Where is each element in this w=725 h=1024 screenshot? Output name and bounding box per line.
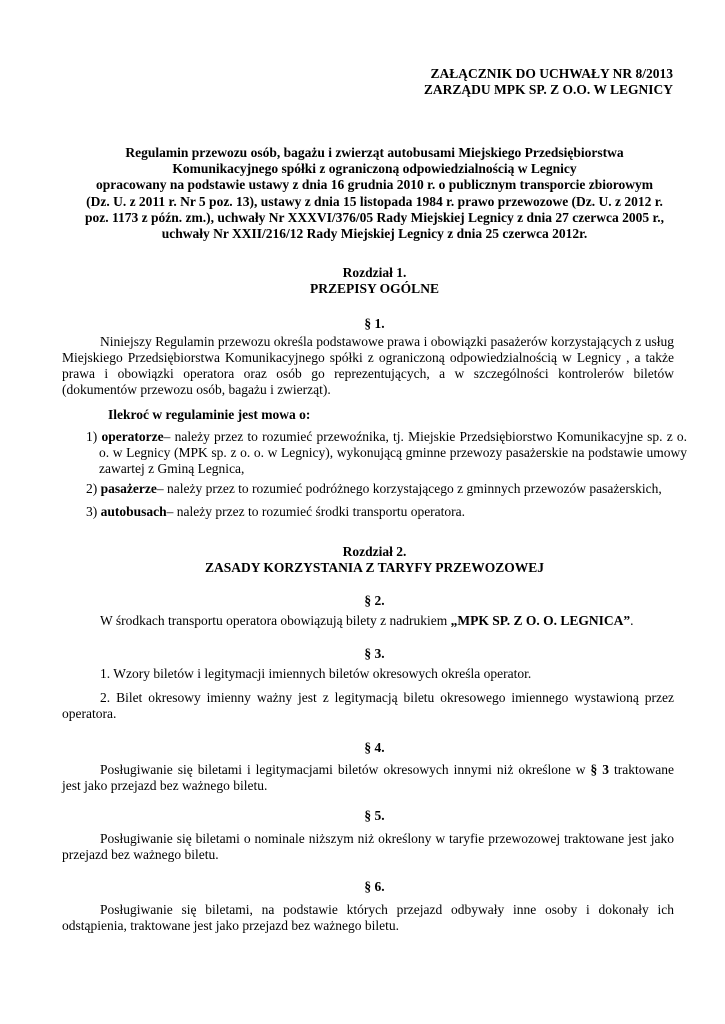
title-line-6: uchwały Nr XXII/216/12 Rady Miejskiej Legnicy z dnia 25 czerwca 2012r.: [161, 226, 588, 241]
definition-number: 3): [86, 504, 98, 519]
section-1-heading: § 1.: [364, 316, 385, 331]
section-2-heading: § 2.: [364, 593, 385, 608]
section-5-heading: § 5.: [364, 808, 385, 823]
definition-number: 2): [86, 481, 98, 496]
chapter-2-title: ZASADY KORZYSTANIA Z TARYFY PRZEWOZOWEJ: [204, 560, 545, 575]
section-3-heading: § 3.: [364, 646, 385, 661]
definition-text: – należy przez to rozumieć przewoźnika, tj. Miejskie Przedsiębiorstwo Komunikacyjne sp. z o. o. w Legnicy (MPK sp. z o. o. w Legnicy), wykonującą gminne przewozy pasażerskie na podstawie umowy zawartej z Gminą Legnica,: [99, 429, 687, 476]
definitions-intro: Ilekroć w regulaminie jest mowa o:: [108, 407, 311, 422]
section-1-paragraph: Niniejszy Regulamin przewozu określa podstawowe prawa i obowiązki pasażerów korzystających z usług Miejskiego Przedsiębiorstwa Komunikacyjnego spółki z ograniczoną odpowiedzialnością w Legnicy , a także prawa i obowiązki operatora oraz osób go reprezentujących, a w szczególności kontrolerów biletów (dokumentów przewozu osób, bagażu i zwierząt).: [62, 334, 674, 397]
chapter-1-title: PRZEPISY OGÓLNE: [310, 281, 439, 296]
section-2-period: .: [630, 613, 634, 628]
definition-item-passenger: [86, 481, 674, 497]
definition-number: 1): [86, 429, 98, 444]
title-line-1: Regulamin przewozu osób, bagażu i zwierząt autobusami Miejskiego Przedsiębiorstwa: [125, 145, 624, 160]
section-2-paragraph: [100, 613, 680, 629]
attachment-header-line-2: ZARZĄDU MPK SP. Z O.O. W LEGNICY: [423, 82, 673, 97]
title-line-3: opracowany na podstawie ustawy z dnia 16 grudnia 2010 r. o publicznym transporcie zbiorowym: [95, 177, 654, 192]
definition-term: pasażerze: [100, 481, 157, 496]
title-line-4: (Dz. U. z 2011 r. Nr 5 poz. 13), ustawy z dnia 15 listopada 1984 r. prawo przewozowe (Dz. U. z 2012 r.: [86, 194, 663, 209]
section-3-item-2: 2. Bilet okresowy imienny ważny jest z legitymacją biletu okresowego imiennego wystawioną przez operatora.: [62, 690, 674, 721]
section-4-paragraph: [62, 762, 674, 794]
section-5-paragraph: Posługiwanie się biletami o nominale niższym niż określony w taryfie przewozowej traktowane jest jako przejazd bez ważnego biletu.: [62, 831, 674, 862]
section-6-paragraph: Posługiwanie się biletami, na podstawie których przejazd odbywały inne osoby i dokonały ich odstąpienia, traktowane jest jako przejazd bez ważnego biletu.: [62, 902, 674, 933]
chapter-1-number: Rozdział 1.: [342, 265, 407, 280]
definition-text: – należy przez to rozumieć środki transportu operatora.: [166, 504, 466, 519]
definition-text: – należy przez to rozumieć podróżnego korzystającego z gminnych przewozów pasażerskich,: [156, 481, 662, 496]
definition-item-buses: [86, 504, 674, 520]
ticket-imprint: „MPK SP. Z O. O. LEGNICA”: [450, 613, 631, 628]
section-reference: § 3: [590, 762, 610, 777]
section-3-item-1: 1. Wzory biletów i legitymacji imiennych biletów okresowych określa operator.: [100, 666, 532, 681]
title-line-5: poz. 1173 z późn. zm.), uchwały Nr XXXVI/376/05 Rady Miejskiej Legnicy z dnia 27 czerwca 2005 r.,: [85, 210, 664, 225]
attachment-header-line-1: ZAŁĄCZNIK DO UCHWAŁY NR 8/2013: [430, 66, 673, 81]
section-2-text: W środkach transportu operatora obowiązują bilety z nadrukiem: [100, 613, 451, 628]
definition-term: autobusach: [100, 504, 167, 519]
chapter-2-number: Rozdział 2.: [342, 544, 407, 559]
section-4-text: Posługiwanie się biletami i legitymacjami biletów okresowych innymi niż określone w: [100, 762, 591, 777]
definition-term: operatorze: [101, 429, 164, 444]
section-4-heading: § 4.: [364, 740, 385, 755]
section-4-text-end: traktowane jest jako przejazd bez ważnego biletu.: [62, 762, 674, 793]
title-line-2: Komunikacyjnego spółki z ograniczoną odpowiedzialnością w Legnicy: [172, 161, 577, 176]
section-6-heading: § 6.: [364, 879, 385, 894]
definition-item-operator: [86, 429, 687, 477]
